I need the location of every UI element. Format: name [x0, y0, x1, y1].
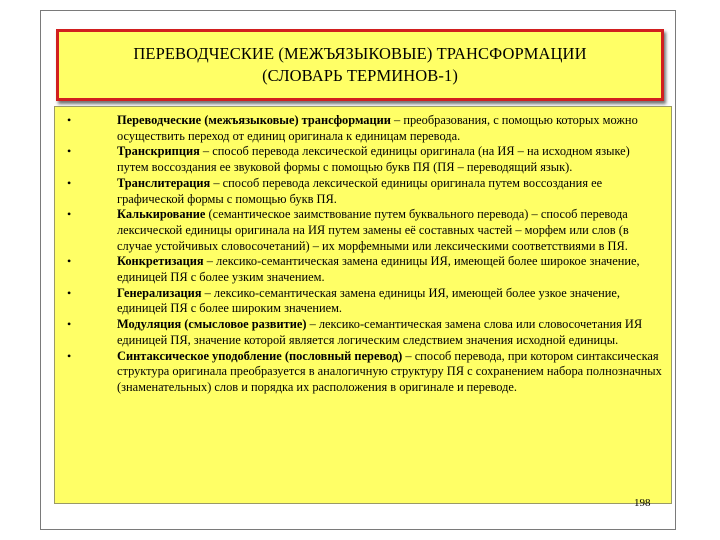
term-item: [55, 349, 671, 396]
term-definition: – способ перевода лексической единицы оригинала (на ИЯ – на исходном языке) путем воссоздания ее звуковой формы с помощью букв ПЯ (ПЯ – переводящий язык).: [117, 144, 630, 175]
term-name: Транслитерация: [117, 175, 211, 190]
bullet-icon: •: [67, 144, 72, 159]
term-name: Переводческие (межъязыковые) трансформации: [117, 113, 391, 127]
slide-title-box: [56, 29, 664, 101]
bullet-icon: •: [67, 113, 72, 127]
bullet-icon: •: [67, 317, 72, 332]
term-item: [55, 113, 671, 144]
bullet-icon: •: [67, 348, 72, 363]
term-definition: – преобразования, с помощью которых можно осуществить переход от единиц оригинала к единицам перевода.: [117, 113, 638, 143]
term-definition: – способ перевода, при котором синтаксическая структура оригинала преобразуется в аналогичную структуру ПЯ с сохранением набора полнозначных (знаменательных) слов и порядка их расположения в оригинале и переводе.: [117, 348, 662, 394]
page-number: 198: [634, 497, 651, 509]
term-item: [55, 254, 671, 285]
term-list: [55, 113, 671, 396]
slide-subtitle: (СЛОВАРЬ ТЕРМИНОВ-1): [262, 66, 458, 85]
term-item: [55, 176, 671, 207]
term-name: Конкретизация: [117, 254, 204, 269]
term-name: Калькирование: [117, 207, 206, 222]
term-definition: (семантическое заимствование путем буквального перевода) – способ перевода лексической единицы оригинала на ИЯ путем замены её составных частей – морфем или слов (в случае устойчивых словосочетаний) – их морфемными или лексическими соответствиями в ПЯ.: [117, 207, 629, 253]
term-item: [55, 207, 671, 254]
term-item: [55, 317, 671, 348]
term-name: Синтаксическое уподобление (пословный перевод): [117, 348, 403, 363]
term-name: Модуляция (смысловое развитие): [117, 317, 307, 332]
bullet-icon: •: [67, 207, 72, 222]
term-definition: – лексико-семантическая замена единицы ИЯ, имеющей более узкое значение, единицей ПЯ с более широким значением.: [117, 285, 621, 316]
term-item: [55, 286, 671, 317]
bullet-icon: •: [67, 254, 72, 269]
bullet-icon: •: [67, 175, 72, 190]
slide-title: ПЕРЕВОДЧЕСКИЕ (МЕЖЪЯЗЫКОВЫЕ) ТРАНСФОРМАЦИИ: [133, 44, 587, 63]
term-name: Генерализация: [117, 285, 202, 300]
term-definition: – лексико-семантическая замена единицы ИЯ, имеющей более широкое значение, единицей ПЯ с более узким значением.: [117, 254, 640, 285]
bullet-icon: •: [67, 285, 72, 300]
term-definition: – способ перевода лексической единицы оригинала путем воссоздания ее графической формы с помощью букв ПЯ.: [117, 175, 603, 206]
term-name: Транскрипция: [117, 144, 200, 159]
terms-panel: [54, 106, 672, 504]
term-item: [55, 144, 671, 175]
term-definition: – лексико-семантическая замена слова или словосочетания ИЯ единицей ПЯ, значение которой является логическим следствием значения исходной единицы.: [117, 317, 643, 347]
